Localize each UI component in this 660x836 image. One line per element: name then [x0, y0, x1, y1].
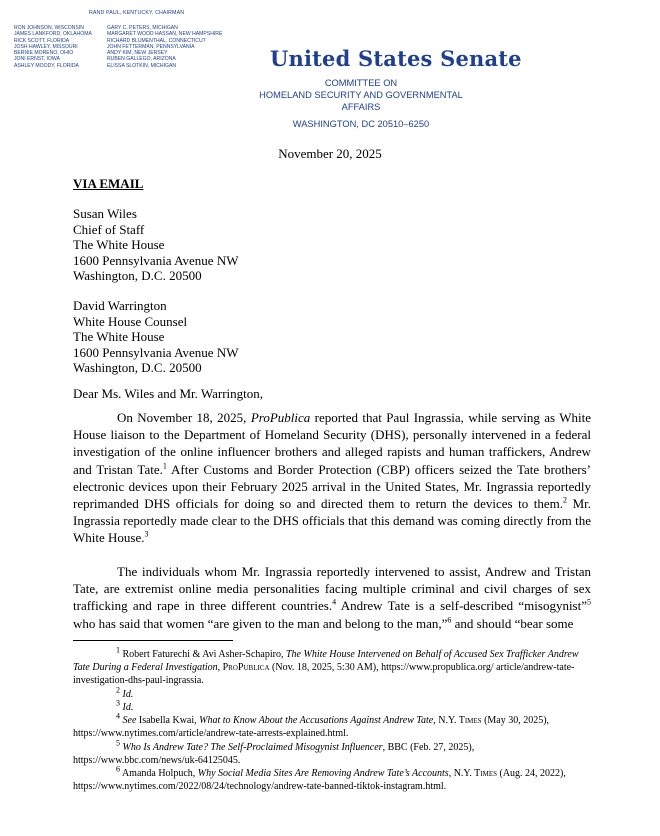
member-name: JONI ERNST, IOWA: [14, 56, 60, 63]
footnote-2: $^2$ Id.: [116, 685, 134, 700]
footnote-divider: [73, 640, 233, 641]
footnote-ref[interactable]: 5: [587, 598, 591, 608]
member-name: RUBEN GALLEGO, ARIZONA: [107, 56, 176, 63]
majority-members: [14, 25, 92, 69]
member-name: ANDY KIM, NEW JERSEY: [107, 50, 168, 57]
recipient-address-wiles: [73, 206, 238, 284]
member-name: RON JOHNSON, WISCONSIN: [14, 25, 84, 31]
footnote-4: $^4$ See Isabella Kwai, What to Know About the Accusations Against Andrew Tate, N.Y. Times (May 30, 2025), https://www.nytimes.com/article/andrew-tate-arrests-explained.html.: [73, 711, 550, 740]
footnote-1: $^1$ Robert Faturechi & Avi Asher-Schapiro, The White House Intervened on Behalf of Accused Sex Trafficker Andrew Tate During a Federal Investigation, ProPublica (Nov. 18, 2025, 5:30 AM), https://www.propublica.org/ article/andrew-tate-investigation-dhs-paul-ingrassia.: [73, 645, 579, 687]
footnote-link[interactable]: (Nov. 18, 2025, 5:30 AM), https://www.propublica.org/ article/andrew-tate-investigation-dhs-paul-ingrassia.: [73, 662, 575, 687]
address-line: Washington, D.C. 20500: [73, 360, 202, 375]
committee-address: WASHINGTON, DC 20510–6250: [292, 119, 430, 129]
member-name: ELISSA SLOTKIN, MICHIGAN: [107, 62, 177, 69]
footnote-link[interactable]: , BBC (Feb. 27, 2025), https://www.bbc.com/news/uk-64125045.: [73, 742, 475, 767]
address-line: White House Counsel: [73, 313, 188, 329]
footnote-ref[interactable]: 3: [144, 530, 149, 540]
letter-date: November 20, 2025: [278, 146, 382, 161]
footnote-3: $^3$ Id.: [116, 698, 134, 713]
member-name: JOSH HAWLEY, MISSOURI: [14, 43, 78, 50]
committee-line: COMMITTEE ON: [324, 78, 398, 88]
footnote-ref[interactable]: 6: [447, 615, 452, 625]
member-name: MARGARET WOOD HASSAN, NEW HAMPSHIRE: [107, 31, 223, 38]
footnote-ref[interactable]: 1: [162, 461, 167, 471]
paragraph-1: On November 18, 2025, ProPublica reported that Paul Ingrassia, while serving as White House liaison to the Department of Homeland Security (DHS), personally intervened in a federal investigation of the online influencer brothers and alleged rapists and human traffickers, Andrew and Tristan Tate.$^1$ After Customs and Border Protection (CBP) officers seized the Tate brothers’ electronic devices upon their February 2025 arrival in the United States, Mr. Ingrassia reportedly reprimanded DHS officials for doing so and directed them to return the devices to them.$^2$ Mr. Ingrassia reportedly made clear to the DHS officials that this demand was coming directly from the White House.$^3$: [73, 410, 591, 546]
address-line: 1600 Pennsylvania Avenue NW: [73, 344, 239, 360]
senate-title: United States Senate: [270, 46, 522, 71]
paragraph-2: The individuals whom Mr. Ingrassia reportedly intervened to assist, Andrew and Tristan Tate, are extremist online media personalities facing multiple criminal and civil charges of sex trafficking and rape in three different countries.$^4$ Andrew Tate is a self-described “misogynist”$^5$ who has said that women “are given to the man and belong to the man,”$^6$ and should “bear some: [73, 564, 591, 631]
address-line: Susan Wiles: [73, 206, 137, 221]
address-line: The White House: [73, 329, 165, 344]
member-name: BERNIE MORENO, OHIO: [14, 50, 74, 57]
salutation: Dear Ms. Wiles and Mr. Warrington,: [73, 386, 264, 401]
member-name: GARY C. PETERS, MICHIGAN: [107, 25, 178, 31]
footnote-ref[interactable]: 4: [332, 598, 337, 608]
member-name: JOHN FETTERMAN, PENNSYLVANIA: [107, 43, 195, 50]
committee-line: HOMELAND SECURITY AND GOVERNMENTAL AFFAIRS: [259, 90, 463, 112]
delivery-method: VIA EMAIL: [73, 176, 144, 191]
address-line: Chief of Staff: [73, 221, 145, 237]
address-line: David Warrington: [73, 298, 167, 313]
committee-chairman: RAND PAUL, KENTUCKY, CHAIRMAN: [89, 10, 185, 16]
address-line: Washington, D.C. 20500: [73, 268, 202, 283]
address-line: 1600 Pennsylvania Avenue NW: [73, 252, 239, 268]
footnote-6: $^6$ Amanda Holpuch, Why Social Media Sites Are Removing Andrew Tate’s Accounts, N.Y. Times (Aug. 24, 2022), https://www.nytimes.com/2022/08/24/technology/andrew-tate-banned-tiktok-instagram.html.: [73, 764, 566, 793]
member-name: ASHLEY MOODY, FLORIDA: [14, 62, 79, 69]
address-line: The White House: [73, 237, 165, 252]
member-name: JAMES LANKFORD, OKLAHOMA: [14, 31, 92, 38]
footnote-5: $^5$ Who Is Andrew Tate? The Self-Proclaimed Misogynist Influencer, BBC (Feb. 27, 2025), https://www.bbc.com/news/uk-64125045.: [73, 738, 475, 767]
recipient-address-warrington: [73, 298, 238, 376]
member-name: RICHARD BLUMENTHAL, CONNECTICUT: [107, 37, 206, 44]
publication-name: ProPublica: [250, 410, 311, 425]
minority-members: [107, 25, 222, 69]
committee-name: [245, 77, 477, 130]
footnote-link[interactable]: (May 30, 2025), https://www.nytimes.com/article/andrew-tate-arrests-explained.html.: [73, 715, 550, 740]
footnote-link[interactable]: (Aug. 24, 2022), https://www.nytimes.com/2022/08/24/technology/andrew-tate-banned-tiktok-instagram.html.: [73, 768, 566, 793]
member-name: RICK SCOTT, FLORIDA: [14, 37, 70, 44]
footnote-ref[interactable]: 2: [563, 495, 568, 505]
